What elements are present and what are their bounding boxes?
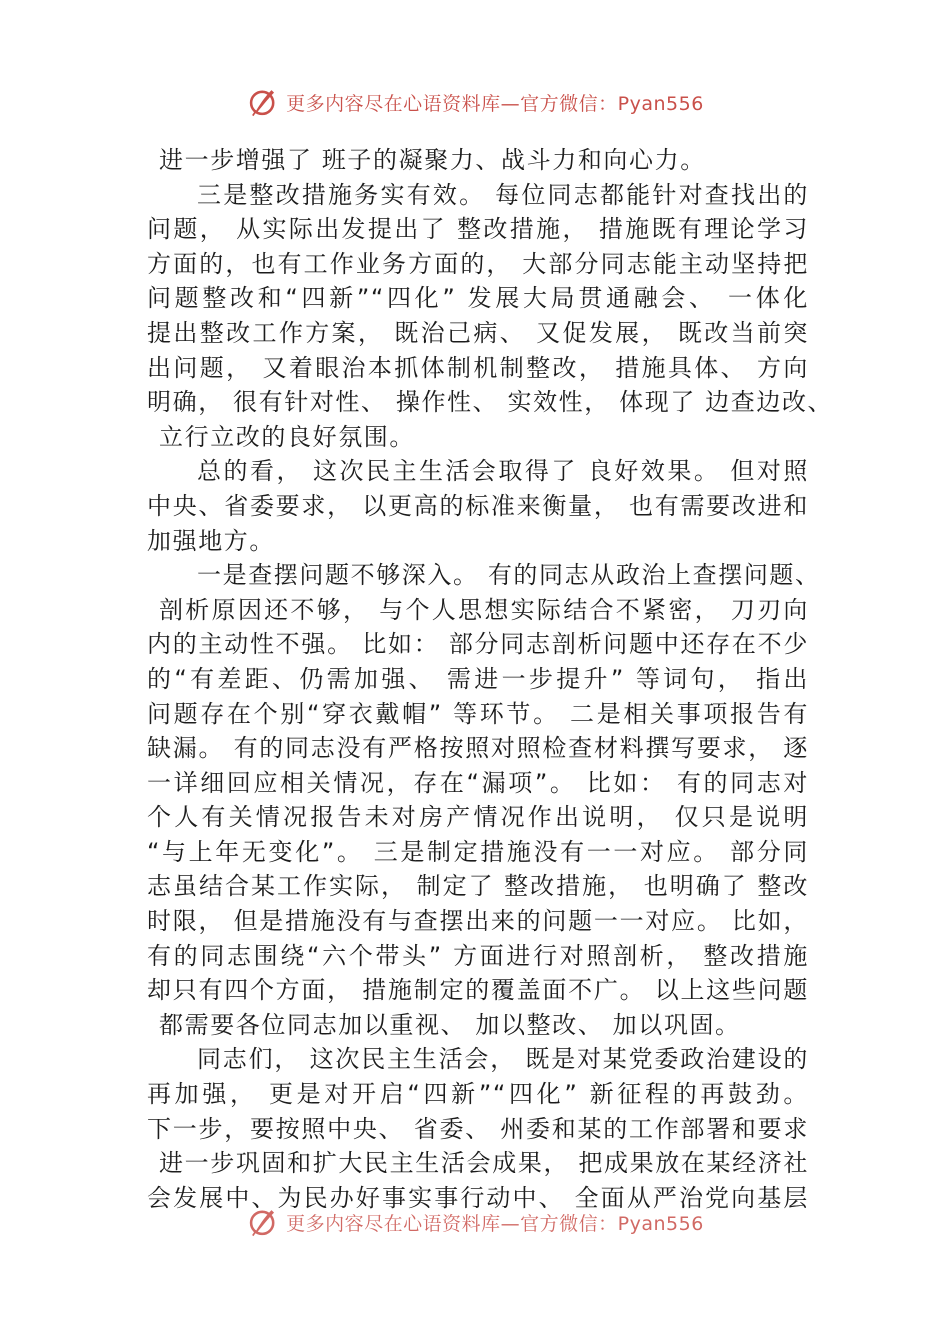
body-text-line: 志虽结合某工作实际， 制定了 整改措施， 也明确了 整改 (147, 872, 809, 901)
body-text-line: 再加强， 更是对开启“四新”“四化” 新征程的再鼓劲。 (147, 1080, 809, 1109)
body-text-line: 一详细回应相关情况，存在“漏项”。 比如： 有的同志对 (147, 768, 809, 797)
watermark-footer (0, 1202, 950, 1242)
body-text-line: 时限， 但是措施没有与查摆出来的问题一一对应。 比如， (147, 907, 809, 936)
body-text-line: 的“有差距、仍需加强、 需进一步提升” 等词句， 指出 (147, 664, 809, 693)
body-text-line: 明确， 很有针对性、 操作性、 实效性， 体现了 边查边改、 (147, 388, 834, 417)
body-text-line: 问题， 从实际出发提出了 整改措施， 措施既有理论学习 (147, 215, 809, 244)
body-text-line: 问题存在个别“穿衣戴帽” 等环节。 二是相关事项报告有 (147, 699, 809, 728)
body-text-line: 总的看， 这次民主生活会取得了 良好效果。 但对照 (197, 457, 809, 486)
body-text-line: 个人有关情况报告未对房产情况作出说明， 仅只是说明 (147, 803, 809, 832)
body-text-line: 进一步巩固和扩大民主生活会成果， 把成果放在某经济社 (159, 1149, 809, 1178)
body-text-line: 剖析原因还不够， 与个人思想实际结合不紧密， 刀刃向 (159, 595, 809, 624)
body-text-line: 问题整改和“四新”“四化” 发展大局贯通融会、 一体化 (147, 284, 809, 313)
body-text-line: 进一步增强了 班子的凝聚力、战斗力和向心力。 (159, 146, 706, 174)
watermark-text: 更多内容尽在心语资料库—官方微信：Pyan556 (286, 1212, 704, 1235)
watermark-header (0, 82, 950, 122)
body-text-line: 都需要各位同志加以重视、 加以整改、 加以巩固。 (159, 1010, 741, 1039)
body-text-line: 加强地方。 (147, 526, 275, 555)
body-text-line: 出问题， 又着眼治本抓体制机制整改， 措施具体、 方向 (147, 353, 809, 382)
body-text-line: 有的同志围绕“六个带头” 方面进行对照剖析， 整改措施 (147, 941, 809, 970)
body-text-line: 却只有四个方面， 措施制定的覆盖面不广。 以上这些问题 (147, 976, 809, 1005)
body-text-line: 中央、省委要求， 以更高的标准来衡量， 也有需要改进和 (147, 491, 809, 520)
body-text-line: 一是查摆问题不够深入。 有的同志从政治上查摆问题、 (197, 561, 821, 590)
body-text-line: 提出整改工作方案， 既治己病、 又促发展， 既改当前突 (147, 318, 809, 347)
body-text-line: 内的主动性不强。 比如： 部分同志剖析问题中还存在不少 (147, 630, 809, 659)
body-text-line: 立行立改的良好氛围。 (159, 422, 415, 451)
document-body (147, 143, 834, 1215)
body-text-line: 同志们， 这次民主生活会， 既是对某党委政治建设的 (197, 1045, 809, 1074)
body-text-line: 会发展中、为民办好事实事行动中、 全面从严治党向基层 (147, 1183, 809, 1212)
pen-logo-icon (246, 1205, 280, 1239)
body-text-line: 缺漏。 有的同志没有严格按照对照检查材料撰写要求， 逐 (147, 734, 809, 763)
watermark-text: 更多内容尽在心语资料库—官方微信：Pyan556 (286, 92, 704, 115)
body-text-line: 下一步，要按照中央、 省委、 州委和某的工作部署和要求 (147, 1114, 809, 1143)
body-text-line: 方面的，也有工作业务方面的， 大部分同志能主动坚持把 (147, 249, 809, 278)
pen-logo-icon (246, 85, 280, 119)
body-text-line: “与上年无变化”。 三是制定措施没有一一对应。 部分同 (147, 837, 809, 866)
body-text-line: 三是整改措施务实有效。 每位同志都能针对查找出的 (197, 180, 809, 209)
